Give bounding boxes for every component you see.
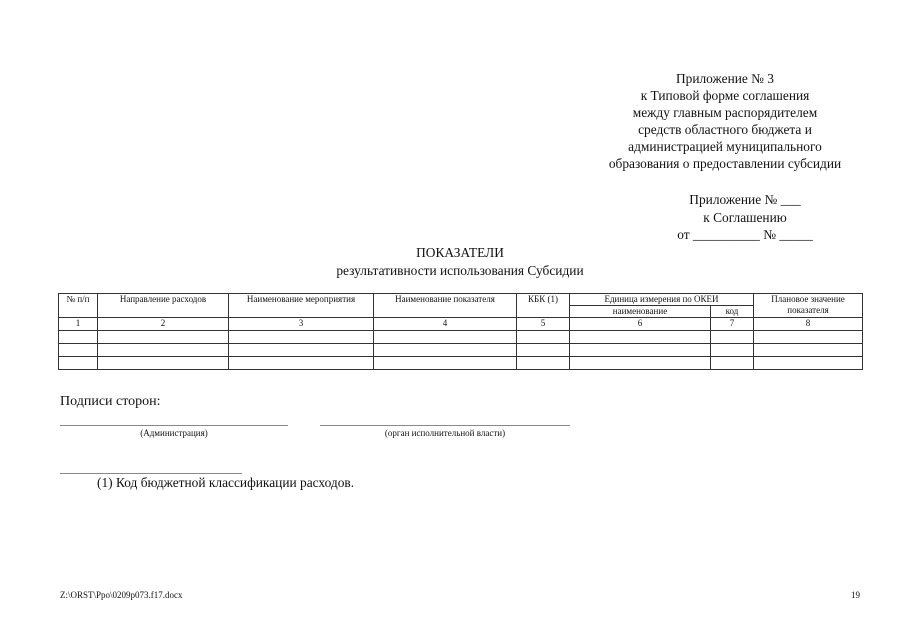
annex-line: образования о предоставлении субсидии [608,156,842,171]
column-number: 6 [570,318,711,331]
agreement-line: Приложение № ___ [689,192,801,207]
column-number: 1 [59,318,98,331]
table-cell [754,357,863,370]
table-cell [754,344,863,357]
indicators-table [58,293,863,370]
table-cell [374,331,517,344]
table-cell [711,357,754,370]
table-cell [374,357,517,370]
table-cell [517,344,570,357]
header-unit-code: код [711,306,754,318]
table-cell [229,344,374,357]
header-direction: Направление расходов [98,294,229,318]
annex-line: средств областного бюджета и [638,122,812,137]
table-cell [754,331,863,344]
agreement-line: к Соглашению [703,209,787,225]
column-number: 3 [229,318,374,331]
annex-line: к Типовой форме соглашения [640,88,810,103]
table-cell [570,331,711,344]
column-number: 7 [711,318,754,331]
table-cell [98,357,229,370]
column-number: 8 [754,318,863,331]
header-planned: Плановое значение показателя [754,294,863,318]
table-cell [59,357,98,370]
table-row [59,357,863,370]
header-unit: Единица измерения по ОКЕИ [570,294,754,306]
signatures-title: Подписи сторон: [60,394,161,409]
page-number: 19 [851,590,860,600]
agreement-header [640,191,850,244]
footnote-separator [60,473,242,474]
title-sub: результативности использования Субсидии [336,262,584,278]
table-row [59,344,863,357]
column-number: 4 [374,318,517,331]
table-cell [711,331,754,344]
file-path: Z:\ORST\Ppo\0209p073.f17.docx [60,590,183,600]
table-cell [570,344,711,357]
table-cell [570,357,711,370]
document-title [260,244,660,279]
header-kbk: КБК (1) [517,294,570,318]
table-cell [98,344,229,357]
footnote: (1) Код бюджетной классификации расходов. [97,475,355,490]
table-cell [711,344,754,357]
table-cell [59,344,98,357]
admin-caption: (Администрация) [140,428,208,438]
annex-header [560,70,890,172]
column-number: 2 [98,318,229,331]
table-cell [517,357,570,370]
authority-caption: (орган исполнительной власти) [384,428,506,438]
header-event: Наименование мероприятия [229,294,374,318]
table-cell [229,357,374,370]
table-cell [517,331,570,344]
header-num: № п/п [59,294,98,318]
table-cell [98,331,229,344]
title-main: ПОКАЗАТЕЛИ [416,245,504,260]
annex-line: администрацией муниципального [628,139,822,154]
header-indicator: Наименование показателя [374,294,517,318]
table-cell [59,331,98,344]
annex-line: между главным распорядителем [632,105,818,120]
table-row [59,331,863,344]
column-number: 5 [517,318,570,331]
authority-signature-line [320,425,570,426]
table-cell [374,344,517,357]
header-unit-name: наименование [570,306,711,318]
admin-signature-line [60,425,288,426]
agreement-line: от __________ № _____ [677,227,813,242]
annex-line: Приложение № 3 [675,71,775,86]
column-number-row [59,318,863,331]
table-cell [229,331,374,344]
